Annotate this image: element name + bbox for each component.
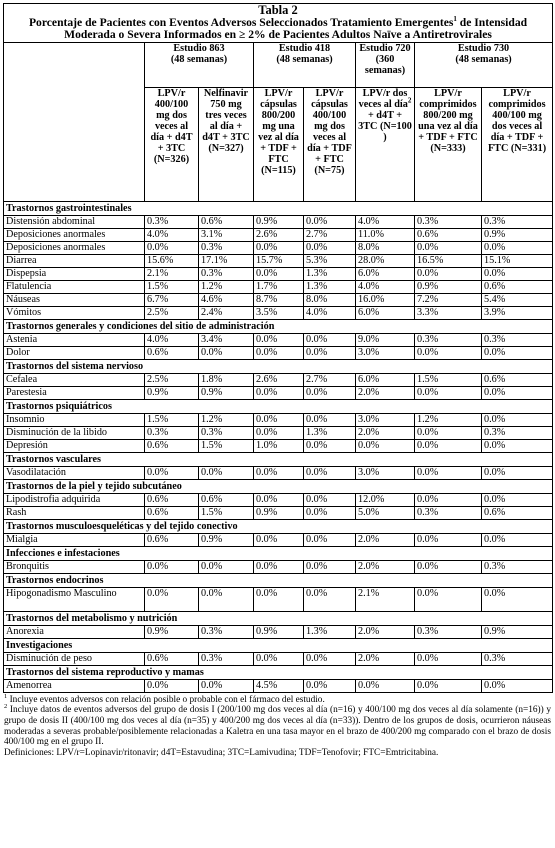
value-cell: 0.0% xyxy=(145,679,199,692)
table-row xyxy=(4,560,553,573)
value-cell: 0.6% xyxy=(482,280,553,293)
value-cell: 3.0% xyxy=(356,466,415,479)
value-cell: 0.0% xyxy=(304,241,356,254)
row-label: Insomnio xyxy=(4,413,145,426)
row-label: Vómitos xyxy=(4,306,145,319)
category-header: Infecciones e infestaciones xyxy=(4,546,553,560)
column-footnote-ref: 2 xyxy=(407,96,412,105)
value-cell: 0.6% xyxy=(199,215,254,228)
group-duration: (48 semanas) xyxy=(170,53,228,65)
value-cell: 0.0% xyxy=(415,493,482,506)
value-cell: 0.0% xyxy=(145,560,199,573)
value-cell: 0.6% xyxy=(415,228,482,241)
value-cell: 0.9% xyxy=(482,625,553,638)
column-header: LPV/r comprimidos 800/200 mg una vez al día + TDF + FTC (N=333) xyxy=(415,87,482,201)
group-duration: (360 semanas) xyxy=(364,53,406,76)
value-cell: 0.0% xyxy=(415,533,482,546)
value-cell: 2.6% xyxy=(254,228,304,241)
column-header: LPV/r cápsulas 400/100 mg dos veces al día + TDF + FTC (N=75) xyxy=(304,87,356,201)
value-cell: 0.3% xyxy=(145,215,199,228)
value-cell: 0.6% xyxy=(145,493,199,506)
value-cell: 0.0% xyxy=(415,466,482,479)
value-cell: 3.1% xyxy=(199,228,254,241)
row-label: Depresión xyxy=(4,439,145,452)
value-cell: 0.3% xyxy=(145,426,199,439)
value-cell: 0.0% xyxy=(482,439,553,452)
value-cell: 16.5% xyxy=(415,254,482,267)
table-title xyxy=(4,4,553,43)
value-cell: 0.0% xyxy=(415,679,482,692)
value-cell: 0.0% xyxy=(415,439,482,452)
value-cell: 2.5% xyxy=(145,306,199,319)
table-row xyxy=(4,533,553,546)
value-cell: 0.0% xyxy=(304,506,356,519)
value-cell: 0.0% xyxy=(482,413,553,426)
table-title-text-2: de Intensidad Moderada o Severa Informados en ≥ 2% de Pacientes Adultos Naïve a Antiretrovirales xyxy=(64,15,528,42)
table-row xyxy=(4,439,553,452)
value-cell: 0.9% xyxy=(145,386,199,399)
value-cell: 0.0% xyxy=(356,439,415,452)
value-cell: 0.0% xyxy=(254,493,304,506)
value-cell: 0.0% xyxy=(304,652,356,665)
value-cell: 4.6% xyxy=(199,293,254,306)
value-cell: 0.0% xyxy=(254,346,304,359)
value-cell: 4.0% xyxy=(304,306,356,319)
value-cell: 5.3% xyxy=(304,254,356,267)
value-cell: 28.0% xyxy=(356,254,415,267)
row-label: Rash xyxy=(4,506,145,519)
value-cell: 3.5% xyxy=(254,306,304,319)
row-label: Flatulencia xyxy=(4,280,145,293)
value-cell: 5.0% xyxy=(356,506,415,519)
column-header: LPV/r 400/100 mg dos veces al día + d4T + 3TC (N=326) xyxy=(145,87,199,201)
column-header xyxy=(356,87,415,201)
value-cell: 3.4% xyxy=(199,333,254,346)
value-cell: 11.0% xyxy=(356,228,415,241)
value-cell: 1.3% xyxy=(304,426,356,439)
category-header: Trastornos endocrinos xyxy=(4,573,553,587)
table-row xyxy=(4,215,553,228)
footnote-2 xyxy=(4,705,551,747)
value-cell: 2.0% xyxy=(356,533,415,546)
value-cell: 3.0% xyxy=(356,346,415,359)
table-row xyxy=(4,413,553,426)
value-cell: 2.5% xyxy=(145,373,199,386)
value-cell: 0.3% xyxy=(199,625,254,638)
group-header-418 xyxy=(254,42,356,87)
value-cell: 0.9% xyxy=(199,533,254,546)
value-cell: 15.1% xyxy=(482,254,553,267)
header-blank-cell xyxy=(4,42,145,201)
value-cell: 0.0% xyxy=(145,241,199,254)
row-label: Parestesia xyxy=(4,386,145,399)
value-cell: 8.7% xyxy=(254,293,304,306)
row-label: Distensión abdominal xyxy=(4,215,145,228)
value-cell: 0.3% xyxy=(482,215,553,228)
value-cell: 2.0% xyxy=(356,426,415,439)
value-cell: 4.5% xyxy=(254,679,304,692)
value-cell: 1.3% xyxy=(304,280,356,293)
value-cell: 0.0% xyxy=(254,560,304,573)
value-cell: 1.8% xyxy=(199,373,254,386)
group-header-720 xyxy=(356,42,415,87)
value-cell: 1.3% xyxy=(304,625,356,638)
value-cell: 0.0% xyxy=(304,439,356,452)
value-cell: 0.3% xyxy=(482,426,553,439)
value-cell: 6.7% xyxy=(145,293,199,306)
value-cell: 0.0% xyxy=(254,386,304,399)
value-cell: 0.0% xyxy=(199,679,254,692)
value-cell: 0.0% xyxy=(304,215,356,228)
value-cell: 7.2% xyxy=(415,293,482,306)
group-name: Estudio 720 xyxy=(359,42,411,54)
value-cell: 0.3% xyxy=(415,333,482,346)
value-cell: 0.0% xyxy=(482,466,553,479)
value-cell: 2.0% xyxy=(356,625,415,638)
value-cell: 0.0% xyxy=(254,241,304,254)
group-name: Estudio 730 xyxy=(457,42,510,54)
row-label: Cefalea xyxy=(4,373,145,386)
value-cell: 1.5% xyxy=(145,280,199,293)
value-cell: 0.0% xyxy=(304,386,356,399)
value-cell: 2.4% xyxy=(199,306,254,319)
table-row xyxy=(4,506,553,519)
value-cell: 0.0% xyxy=(304,560,356,573)
value-cell: 0.9% xyxy=(482,228,553,241)
value-cell: 0.0% xyxy=(356,679,415,692)
value-cell: 0.9% xyxy=(254,625,304,638)
value-cell: 0.6% xyxy=(482,373,553,386)
row-label: Náuseas xyxy=(4,293,145,306)
table-row xyxy=(4,241,553,254)
category-header: Trastornos del sistema nervioso xyxy=(4,359,553,373)
table-row xyxy=(4,652,553,665)
category-header: Trastornos vasculares xyxy=(4,452,553,466)
value-cell: 0.3% xyxy=(415,506,482,519)
value-cell: 0.0% xyxy=(415,426,482,439)
table-row xyxy=(4,493,553,506)
row-label: Bronquitis xyxy=(4,560,145,573)
value-cell: 0.6% xyxy=(145,533,199,546)
value-cell: 6.0% xyxy=(356,306,415,319)
value-cell: 0.0% xyxy=(304,333,356,346)
table-row xyxy=(4,373,553,386)
title-footnote-ref: 1 xyxy=(453,14,457,23)
row-label: Hipogonadismo Masculino xyxy=(4,587,145,611)
value-cell: 0.9% xyxy=(415,280,482,293)
value-cell: 4.0% xyxy=(356,280,415,293)
row-label: Lipodistrofia adquirida xyxy=(4,493,145,506)
value-cell: 0.0% xyxy=(482,241,553,254)
category-header: Investigaciones xyxy=(4,638,553,652)
value-cell: 8.0% xyxy=(304,293,356,306)
table-title-text: Porcentaje de Pacientes con Eventos Adversos Seleccionados Tratamiento Emergentes xyxy=(28,15,454,29)
value-cell: 1.0% xyxy=(254,439,304,452)
value-cell: 0.6% xyxy=(199,493,254,506)
table-row xyxy=(4,254,553,267)
value-cell: 5.4% xyxy=(482,293,553,306)
value-cell: 0.0% xyxy=(254,413,304,426)
value-cell: 2.1% xyxy=(356,587,415,611)
value-cell: 0.0% xyxy=(254,333,304,346)
column-header: LPV/r cápsulas 800/200 mg una vez al día + TDF + FTC (N=115) xyxy=(254,87,304,201)
category-header: Trastornos psiquiátricos xyxy=(4,399,553,413)
value-cell: 0.9% xyxy=(254,215,304,228)
value-cell: 1.5% xyxy=(199,439,254,452)
footnotes xyxy=(3,692,552,759)
table-row xyxy=(4,280,553,293)
group-name: Estudio 863 xyxy=(173,42,225,54)
table-row xyxy=(4,293,553,306)
value-cell: 1.2% xyxy=(199,280,254,293)
row-label: Dispepsia xyxy=(4,267,145,280)
row-label: Disminución de la libido xyxy=(4,426,145,439)
table-row xyxy=(4,306,553,319)
value-cell: 0.0% xyxy=(415,652,482,665)
value-cell: 0.6% xyxy=(482,506,553,519)
value-cell: 0.0% xyxy=(145,466,199,479)
value-cell: 0.0% xyxy=(415,267,482,280)
value-cell: 0.0% xyxy=(415,560,482,573)
group-duration: (48 semanas) xyxy=(455,53,512,65)
value-cell: 0.3% xyxy=(199,426,254,439)
value-cell: 0.0% xyxy=(304,533,356,546)
table-row xyxy=(4,426,553,439)
value-cell: 0.0% xyxy=(482,267,553,280)
value-cell: 0.0% xyxy=(304,413,356,426)
value-cell: 0.0% xyxy=(415,346,482,359)
table-row xyxy=(4,346,553,359)
value-cell: 0.0% xyxy=(482,587,553,611)
value-cell: 0.3% xyxy=(199,267,254,280)
value-cell: 0.3% xyxy=(482,652,553,665)
row-label: Disminución de peso xyxy=(4,652,145,665)
value-cell: 0.9% xyxy=(254,506,304,519)
value-cell: 0.0% xyxy=(482,679,553,692)
value-cell: 0.6% xyxy=(145,439,199,452)
table-row xyxy=(4,466,553,479)
value-cell: 0.0% xyxy=(304,493,356,506)
footnote-1-mark: 1 xyxy=(4,692,8,700)
value-cell: 0.0% xyxy=(304,466,356,479)
value-cell: 0.0% xyxy=(254,652,304,665)
value-cell: 0.3% xyxy=(415,625,482,638)
group-duration: (48 semanas) xyxy=(276,53,333,65)
footnote-1 xyxy=(4,692,551,706)
adverse-events-table xyxy=(3,3,553,693)
value-cell: 0.0% xyxy=(254,426,304,439)
footnote-2-mark: 2 xyxy=(4,703,8,711)
value-cell: 16.0% xyxy=(356,293,415,306)
value-cell: 0.0% xyxy=(415,386,482,399)
column-header: Nelfinavir 750 mg tres veces al día + d4T + 3TC (N=327) xyxy=(199,87,254,201)
value-cell: 17.1% xyxy=(199,254,254,267)
value-cell: 0.0% xyxy=(482,386,553,399)
value-cell: 0.0% xyxy=(254,587,304,611)
value-cell: 12.0% xyxy=(356,493,415,506)
row-label: Deposiciones anormales xyxy=(4,241,145,254)
value-cell: 0.6% xyxy=(145,346,199,359)
category-header: Trastornos del metabolismo y nutrición xyxy=(4,611,553,625)
table-row xyxy=(4,587,553,611)
value-cell: 0.0% xyxy=(482,346,553,359)
row-label: Dolor xyxy=(4,346,145,359)
definitions-note: Definiciones: LPV/r=Lopinavir/ritonavir; d4T=Estavudina; 3TC=Lamivudina; TDF=Tenofovir; FTC=Emtricitabina. xyxy=(4,747,439,758)
row-label: Deposiciones anormales xyxy=(4,228,145,241)
table-row xyxy=(4,267,553,280)
value-cell: 1.5% xyxy=(145,413,199,426)
footnote-2-text: Incluye datos de eventos adversos del grupo de dosis I (200/100 mg dos veces al día (n=16) y 400/100 mg dos veces al día solamente (n=16)) y grupo de dosis II (400/100 mg dos veces al día (n=35) y 400/200 mg dos veces al día (n=33)). Dentro de los grupos de dosis, ocurrieron náuseas moderadas a severas probable/posiblemente relacionadas a Kaletra en una tasa mayor en el brazo de 400/200 mg comparado con el brazo de dosis 400/100 mg en el grupo II. xyxy=(4,705,551,748)
value-cell: 3.3% xyxy=(415,306,482,319)
row-label: Mialgia xyxy=(4,533,145,546)
value-cell: 0.0% xyxy=(482,493,553,506)
table-row xyxy=(4,625,553,638)
table-row xyxy=(4,386,553,399)
value-cell: 8.0% xyxy=(356,241,415,254)
value-cell: 1.3% xyxy=(304,267,356,280)
value-cell: 2.6% xyxy=(254,373,304,386)
value-cell: 0.3% xyxy=(482,560,553,573)
value-cell: 2.0% xyxy=(356,652,415,665)
value-cell: 0.3% xyxy=(199,241,254,254)
row-label: Diarrea xyxy=(4,254,145,267)
value-cell: 1.5% xyxy=(415,373,482,386)
value-cell: 0.0% xyxy=(199,466,254,479)
value-cell: 2.0% xyxy=(356,560,415,573)
category-header: Trastornos gastrointestinales xyxy=(4,201,553,215)
value-cell: 0.0% xyxy=(415,241,482,254)
value-cell: 3.0% xyxy=(356,413,415,426)
table-row xyxy=(4,679,553,692)
column-header-text: LPV/r dos veces al día xyxy=(358,87,408,110)
row-label: Vasodilatación xyxy=(4,466,145,479)
value-cell: 0.3% xyxy=(199,652,254,665)
value-cell: 6.0% xyxy=(356,373,415,386)
value-cell: 0.0% xyxy=(254,466,304,479)
value-cell: 3.9% xyxy=(482,306,553,319)
table-row xyxy=(4,228,553,241)
value-cell: 1.2% xyxy=(415,413,482,426)
value-cell: 2.7% xyxy=(304,228,356,241)
value-cell: 2.0% xyxy=(356,386,415,399)
footnote-1-text: Incluye eventos adversos con relación posible o probable con el fármaco del estudio. xyxy=(7,694,325,705)
row-label: Anorexia xyxy=(4,625,145,638)
value-cell: 0.0% xyxy=(415,587,482,611)
value-cell: 0.3% xyxy=(415,215,482,228)
value-cell: 2.1% xyxy=(145,267,199,280)
value-cell: 0.0% xyxy=(304,346,356,359)
value-cell: 0.0% xyxy=(199,560,254,573)
value-cell: 15.6% xyxy=(145,254,199,267)
column-header-text-rest: + d4T + 3TC (N=100 ) xyxy=(358,109,412,143)
group-header-730 xyxy=(415,42,553,87)
category-header: Trastornos de la piel y tejido subcutáneo xyxy=(4,479,553,493)
column-header: LPV/r comprimidos 400/100 mg dos veces al día + TDF + FTC (N=331) xyxy=(482,87,553,201)
value-cell: 4.0% xyxy=(145,228,199,241)
value-cell: 1.7% xyxy=(254,280,304,293)
value-cell: 9.0% xyxy=(356,333,415,346)
row-label: Amenorrea xyxy=(4,679,145,692)
value-cell: 0.0% xyxy=(145,587,199,611)
value-cell: 15.7% xyxy=(254,254,304,267)
value-cell: 0.3% xyxy=(482,333,553,346)
value-cell: 4.0% xyxy=(145,333,199,346)
value-cell: 0.0% xyxy=(304,679,356,692)
table-number: Tabla 2 xyxy=(258,3,298,17)
row-label: Astenia xyxy=(4,333,145,346)
value-cell: 2.7% xyxy=(304,373,356,386)
value-cell: 0.0% xyxy=(254,533,304,546)
value-cell: 0.6% xyxy=(145,506,199,519)
value-cell: 0.0% xyxy=(199,587,254,611)
value-cell: 4.0% xyxy=(356,215,415,228)
value-cell: 0.0% xyxy=(199,346,254,359)
category-header: Trastornos generales y condiciones del sitio de administración xyxy=(4,319,553,333)
category-header: Trastornos musculoesqueléticas y del tejido conectivo xyxy=(4,519,553,533)
value-cell: 0.6% xyxy=(145,652,199,665)
value-cell: 0.0% xyxy=(304,587,356,611)
value-cell: 1.2% xyxy=(199,413,254,426)
table-row xyxy=(4,333,553,346)
value-cell: 0.9% xyxy=(145,625,199,638)
group-header-863 xyxy=(145,42,254,87)
value-cell: 1.5% xyxy=(199,506,254,519)
group-name: Estudio 418 xyxy=(278,42,331,54)
value-cell: 0.0% xyxy=(482,533,553,546)
value-cell: 0.9% xyxy=(199,386,254,399)
category-header: Trastornos del sistema reproductivo y mamas xyxy=(4,665,553,679)
document-page xyxy=(3,3,552,758)
value-cell: 0.0% xyxy=(254,267,304,280)
value-cell: 6.0% xyxy=(356,267,415,280)
